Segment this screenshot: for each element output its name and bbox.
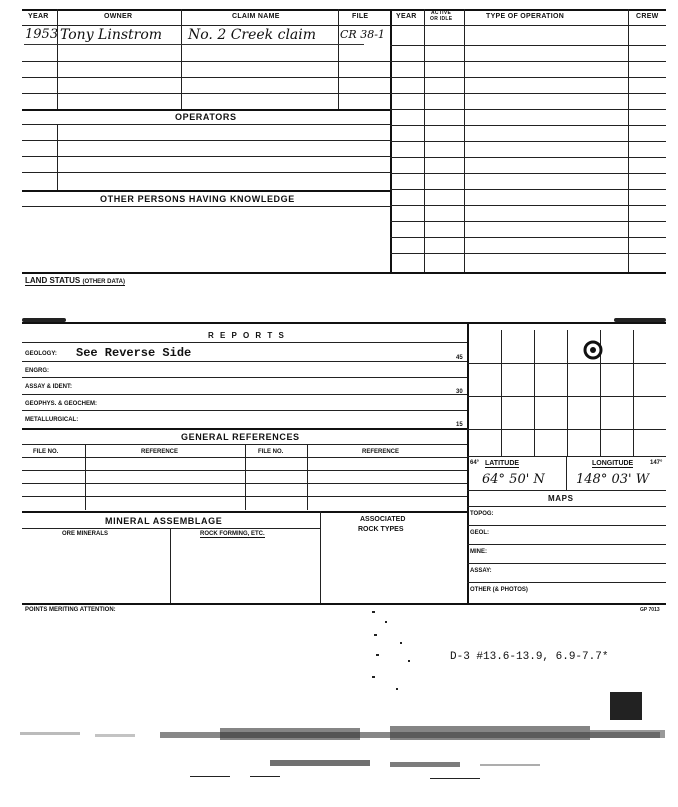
d3-note: D-3 #13.6-13.9, 6.9-7.7*	[450, 651, 609, 663]
black-square-mark	[610, 692, 642, 720]
maps-heading: MAPS	[548, 494, 574, 503]
grid-number-45: 45	[456, 355, 463, 361]
engrg-label: ENGRG:	[25, 368, 49, 374]
col-or-idle: OR IDLE	[430, 16, 453, 22]
ref-file-no-2: FILE NO.	[258, 449, 284, 455]
col-file: FILE	[352, 13, 369, 20]
ref-reference-2: REFERENCE	[362, 449, 400, 455]
assay-map-label: ASSAY:	[470, 568, 492, 574]
ore-minerals-label: ORE MINERALS	[62, 531, 109, 537]
col-type-of-operation: TYPE OF OPERATION	[486, 13, 565, 20]
geology-value: See Reverse Side	[76, 346, 192, 360]
points-meriting-attention-label: POINTS MERITING ATTENTION:	[25, 607, 116, 613]
operators-heading: OPERATORS	[175, 112, 237, 122]
land-status-label: LAND STATUS (OTHER DATA)	[25, 276, 125, 285]
assay-label: ASSAY & IDENT:	[25, 384, 73, 390]
topog-label: TOPOG:	[470, 511, 494, 517]
ref-file-no-1: FILE NO.	[33, 449, 59, 455]
associated-label: ASSOCIATED	[360, 516, 406, 523]
reports-right-divider	[467, 322, 469, 604]
form-number: GP 7013	[640, 607, 660, 613]
reports-heading: R E P O R T S	[208, 331, 286, 340]
mine-label: MINE:	[470, 549, 487, 555]
lat-prefix: 64°	[470, 460, 480, 466]
entry-year: 1953	[25, 27, 59, 42]
col-active: ACTIVE	[431, 10, 452, 16]
entry-claim: No. 2 Creek claim	[188, 27, 317, 43]
col-crew: CREW	[636, 13, 659, 20]
general-references-heading: GENERAL REFERENCES	[181, 432, 300, 442]
geol-label: GEOL:	[470, 530, 489, 536]
geology-label: GEOLOGY:	[25, 351, 57, 357]
col-claim-name: CLAIM NAME	[232, 13, 280, 20]
col-owner: OWNER	[104, 13, 133, 20]
header-rule	[22, 25, 666, 26]
col-year-2: YEAR	[396, 13, 417, 20]
longitude-label: LONGITUDE	[592, 460, 634, 467]
rock-types-label: ROCK TYPES	[358, 526, 404, 533]
entry-file: CR 38-1	[340, 28, 385, 41]
location-marker-icon	[582, 339, 604, 361]
reports-top-border	[22, 322, 666, 324]
handwritten-underline	[24, 44, 364, 45]
entry-owner: Tony Linstrom	[60, 27, 163, 43]
geophys-label: GEOPHYS. & GEOCHEM:	[25, 401, 98, 407]
other-photos-label: OTHER (& PHOTOS)	[470, 587, 528, 593]
mineral-assemblage-heading: MINERAL ASSEMBLAGE	[105, 516, 223, 526]
longitude-value: 148° 03' W	[576, 472, 650, 487]
rock-forming-label: ROCK FORMING, ETC.	[200, 531, 265, 537]
latitude-label: LATITUDE	[485, 460, 520, 467]
grid-number-30: 30	[456, 389, 463, 395]
lon-prefix: 147°	[650, 460, 663, 466]
grid-number-15: 15	[456, 422, 463, 428]
top-border	[22, 9, 666, 11]
ref-reference-1: REFERENCE	[141, 449, 179, 455]
latitude-value: 64° 50' N	[482, 472, 545, 487]
other-persons-heading: OTHER PERSONS HAVING KNOWLEDGE	[100, 194, 295, 204]
metallurgical-label: METALLURGICAL:	[25, 417, 79, 423]
col-year: YEAR	[28, 13, 49, 20]
scan-noise-band	[0, 720, 678, 790]
